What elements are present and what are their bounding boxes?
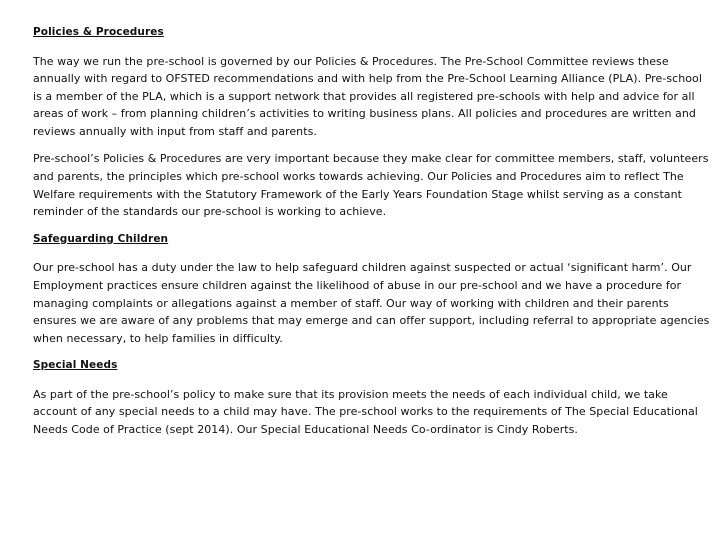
section-heading-policies: Policies & Procedures	[33, 26, 164, 38]
document-page	[33, 24, 713, 449]
policies-paragraph-2: Pre-school’s Policies & Procedures are very important because they make clear for committee members, staff, volunteers and parents, the principles which pre-school works towards achieving. Our Policies and Procedures aim to reflect The Welfare requirements with the Statutory Framework of the Early Years Foundation Stage whilst serving as a constant reminder of the standards our pre-school is working to achieve.	[33, 152, 709, 219]
safeguarding-paragraph: Our pre-school has a duty under the law to help safeguard children against suspected or actual ‘significant harm’. Our Employment practices ensure children against the likelihood of abuse in our pre-school and we have a procedure for managing complaints or allegations against a member of staff. Our way of working with children and their parents ensures we are aware of any problems that may emerge and can offer support, including referral to appropriate agencies when necessary, to help families in difficulty.	[33, 261, 710, 345]
section-heading-safeguarding: Safeguarding Children	[33, 232, 169, 245]
special-needs-paragraph: As part of the pre-school’s policy to make sure that its provision meets the needs of each individual child, we take account of any special needs to a child may have. The pre-school works to the requirements of The Special Educational Needs Code of Practice (sept 2014). Our Special Educational Needs Co-ordinator is Cindy Roberts.	[33, 387, 698, 436]
policies-paragraph-1: The way we run the pre-school is governed by our Policies & Procedures. The Pre-School Committee reviews these annually with regard to OFSTED recommendations and with help from the Pre-School Learning Alliance (PLA). Pre-school is a member of the PLA, which is a support network that provides all registered pre-schools with help and advice for all areas of work – from planning children’s activities to writing business plans. All policies and procedures are written and reviews annually with input from staff and parents.	[33, 54, 702, 138]
section-heading-special-needs: Special Needs	[33, 359, 118, 372]
